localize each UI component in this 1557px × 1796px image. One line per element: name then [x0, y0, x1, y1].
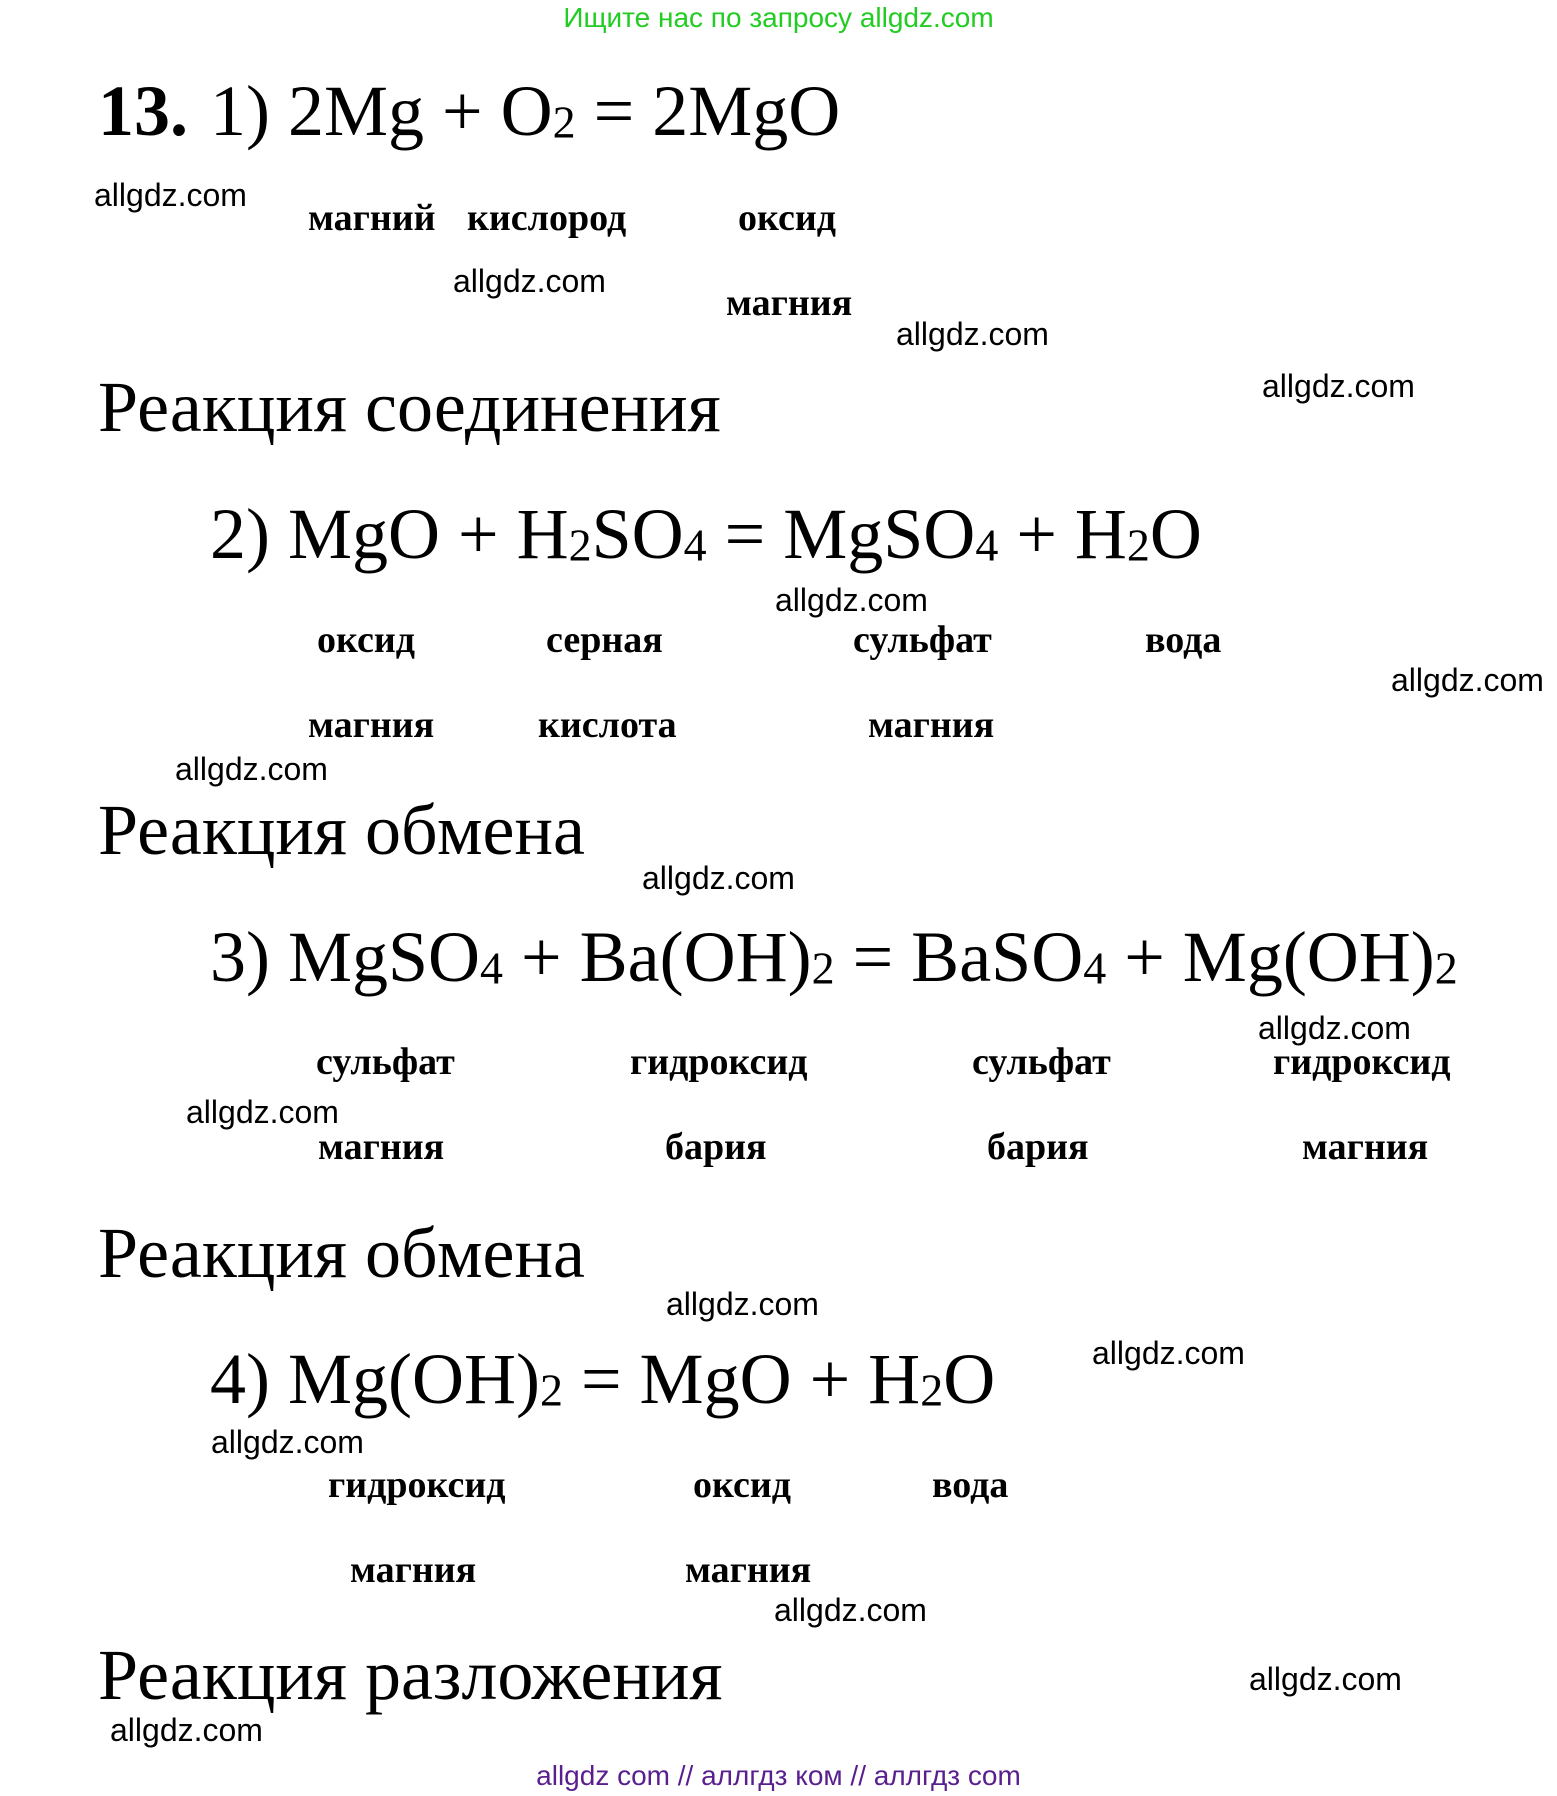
reaction-type-1: Реакция соединения	[98, 367, 721, 447]
watermark[interactable]: allgdz.com	[775, 582, 928, 618]
watermark[interactable]: allgdz.com	[642, 860, 795, 896]
reaction-type-2: Реакция обмена	[98, 790, 585, 870]
label-1-3a: оксид	[738, 197, 836, 239]
watermark[interactable]: allgdz.com	[774, 1592, 927, 1628]
label-4-1b: магния	[350, 1549, 477, 1591]
reaction-type-3: Реакция обмена	[98, 1213, 585, 1293]
label-3-1a: сульфат	[316, 1041, 455, 1083]
label-2-2b: кислота	[538, 704, 677, 746]
label-3-3b: бария	[987, 1126, 1089, 1168]
watermark[interactable]: allgdz.com	[175, 751, 328, 787]
task-number: 13.	[98, 71, 188, 151]
label-3-4b: магния	[1302, 1126, 1429, 1168]
label-1-1: магний	[308, 197, 436, 239]
label-4-1a: гидроксид	[328, 1464, 506, 1506]
watermark[interactable]: allgdz.com	[211, 1424, 364, 1460]
watermark[interactable]: allgdz.com	[453, 263, 606, 299]
site-footer[interactable]: allgdz com // аллгдз ком // аллгдз com	[536, 1760, 1021, 1791]
watermark[interactable]: allgdz.com	[1262, 368, 1415, 404]
watermark[interactable]: allgdz.com	[110, 1712, 263, 1748]
watermark[interactable]: allgdz.com	[94, 177, 247, 213]
watermark[interactable]: allgdz.com	[186, 1094, 339, 1130]
label-4-3a: вода	[932, 1464, 1009, 1506]
watermark[interactable]: allgdz.com	[1391, 662, 1544, 698]
watermark[interactable]: allgdz.com	[1258, 1010, 1411, 1046]
watermark[interactable]: allgdz.com	[896, 316, 1049, 352]
site-banner[interactable]: Ищите нас по запросу allgdz.com	[563, 2, 994, 33]
label-3-1b: магния	[318, 1126, 445, 1168]
equation-2: 2) MgO + $H_2SO_4$ = MgSO$_4$ + $H_2O$	[210, 494, 1202, 574]
reaction-type-4: Реакция разложения	[98, 1635, 723, 1715]
label-2-2a: серная	[546, 619, 663, 661]
label-2-4a: вода	[1145, 619, 1222, 661]
label-2-3a: сульфат	[853, 619, 992, 661]
equation-3: 3) MgSO$_4$ + $Ba(OH)_2$ = BaSO$_4$ + $Mg(OH)_2$	[210, 917, 1458, 997]
watermark[interactable]: allgdz.com	[1092, 1335, 1245, 1371]
watermark[interactable]: allgdz.com	[1249, 1661, 1402, 1697]
label-2-1a: оксид	[317, 619, 415, 661]
label-1-3b: магния	[726, 282, 853, 324]
label-4-2a: оксид	[693, 1464, 791, 1506]
equation-4: 4) $Mg(OH)_2$ = MgO + $H_2O$	[210, 1339, 996, 1419]
label-1-2: кислород	[467, 197, 627, 239]
label-3-4a: гидроксид	[1273, 1041, 1451, 1083]
label-3-3a: сульфат	[972, 1041, 1111, 1083]
equation-1: 13. 1) $2Mg + O_2 = 2MgO$	[98, 71, 841, 151]
label-2-3b: магния	[868, 704, 995, 746]
label-2-1b: магния	[308, 704, 435, 746]
label-3-2b: бария	[665, 1126, 767, 1168]
label-3-2a: гидроксид	[630, 1041, 808, 1083]
label-4-2b: магния	[685, 1549, 812, 1591]
watermark[interactable]: allgdz.com	[666, 1286, 819, 1322]
